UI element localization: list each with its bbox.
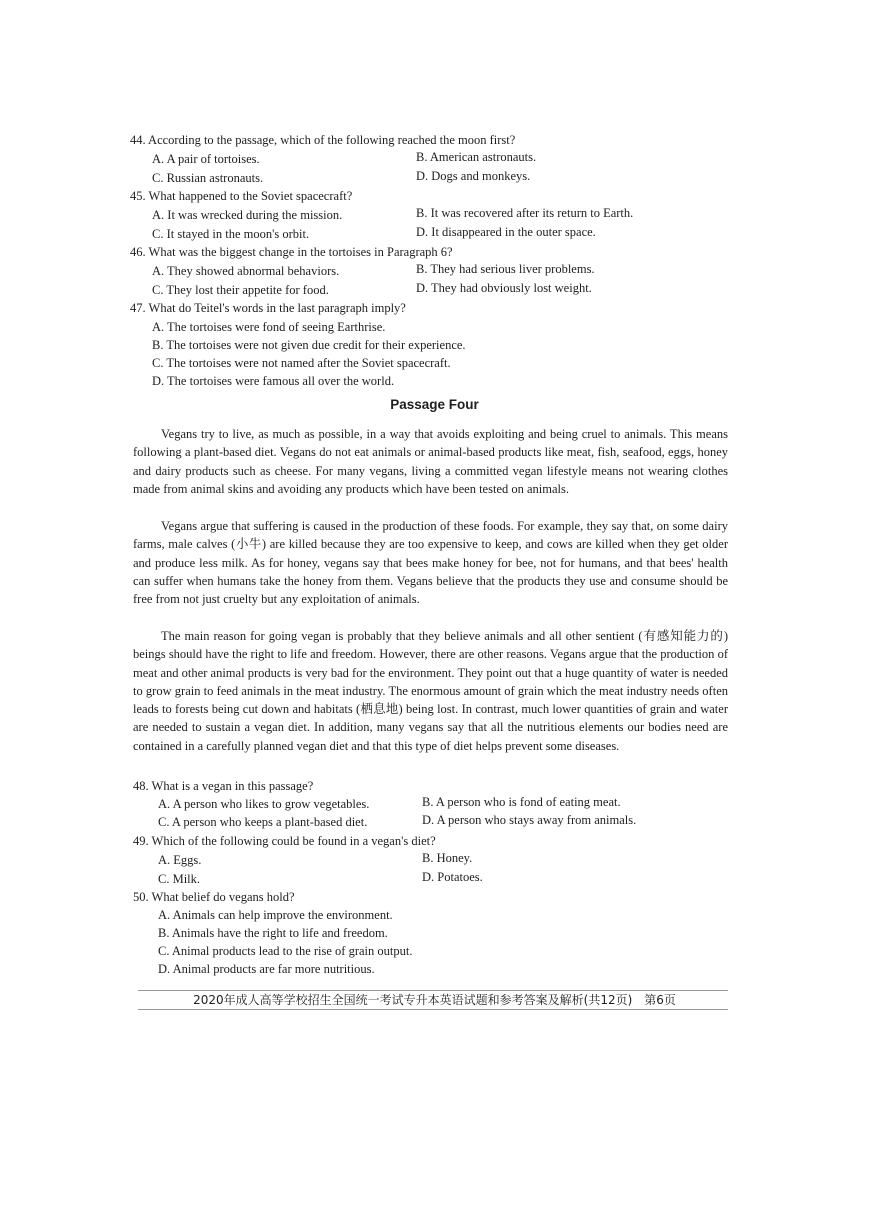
question-45-option-a: A. It was wrecked during the mission. xyxy=(152,208,343,222)
question-47-option-c: C. The tortoises were not named after the Soviet spacecraft. xyxy=(152,356,451,370)
question-46-option-b: B. They had serious liver problems. xyxy=(416,262,595,276)
question-47-option-d: D. The tortoises were famous all over the world. xyxy=(152,374,395,388)
question-49-option-c: C. Milk. xyxy=(158,872,201,886)
question-45-option-c: C. It stayed in the moon's orbit. xyxy=(152,227,310,241)
question-46-option-a: A. They showed abnormal behaviors. xyxy=(152,264,340,278)
passage-paragraph-3: The main reason for going vegan is probably that they believe animals and all other sentient (有感知能力的) beings should have the right to life and freedom. However, there are other reasons. Vegans argue that the production of meat and other animal products is very bad for the environment. They point out that a huge quantity of water is needed to grow grain to feed animals in the meat industry. The enormous amount of grain which the meat industry needs often leads to forests being cut down and habitats (栖息地) being lost. In contrast, much lower quantities of grain and water are needed to sustain a vegan diet. In addition, many vegans say that all the nutritious elements our bodies need are contained in a carefully planned vegan diet and that this type of diet helps prevent some diseases. xyxy=(133,629,728,753)
question-50-option-a: A. Animals can help improve the environment. xyxy=(158,908,393,922)
question-48-option-d: D. A person who stays away from animals. xyxy=(422,813,637,827)
question-49-option-b: B. Honey. xyxy=(422,851,473,865)
question-50-stem: 50. What belief do vegans hold? xyxy=(133,890,295,904)
question-44-option-a: A. A pair of tortoises. xyxy=(152,152,260,166)
question-45-option-d: D. It disappeared in the outer space. xyxy=(416,225,596,239)
passage-title: Passage Four xyxy=(390,397,479,412)
question-49-option-a: A. Eggs. xyxy=(158,853,202,867)
passage-paragraph-2: Vegans argue that suffering is caused in the production of these foods. For example, they say that, on some dairy farms, male calves (小牛) are killed because they are too expensive to keep, and cows are killed when they get older and produce less milk. As for honey, vegans say that bees make honey for bee, not for humans, and that bees' health can suffer when humans take the honey from them. Vegans believe that the products they use and consume should be free from not just cruelty but any exploitation of animals. xyxy=(133,519,728,607)
question-47-option-b: B. The tortoises were not given due credit for their experience. xyxy=(152,338,466,352)
question-44-option-c: C. Russian astronauts. xyxy=(152,171,264,185)
question-46-option-d: D. They had obviously lost weight. xyxy=(416,281,592,295)
question-44-option-d: D. Dogs and monkeys. xyxy=(416,169,531,183)
passage-paragraph-1: Vegans try to live, as much as possible, in a way that avoids exploiting and being cruel to animals. This means following a plant-based diet. Vegans do not eat animals or animal-based products like meat, fish, seafood, eggs, honey and dairy products such as cheese. For many vegans, living a committed vegan lifestyle means not wearing clothes made from animal skins and avoiding any products which have been tested on animals. xyxy=(133,427,728,496)
question-47-stem: 47. What do Teitel's words in the last paragraph imply? xyxy=(130,301,406,315)
question-49-stem: 49. Which of the following could be found in a vegan's diet? xyxy=(133,834,436,848)
question-45-stem: 45. What happened to the Soviet spacecraft? xyxy=(130,189,353,203)
question-45-option-b: B. It was recovered after its return to Earth. xyxy=(416,206,634,220)
question-48-stem: 48. What is a vegan in this passage? xyxy=(133,779,314,793)
question-44-option-b: B. American astronauts. xyxy=(416,150,537,164)
question-48-option-b: B. A person who is fond of eating meat. xyxy=(422,795,621,809)
question-44-stem: 44. According to the passage, which of the following reached the moon first? xyxy=(130,133,516,147)
question-48-option-a: A. A person who likes to grow vegetables. xyxy=(158,797,370,811)
page-footer: 2020年成人高等学校招生全国统一考试专升本英语试题和参考答案及解析(共12页) 第6页 xyxy=(193,993,676,1007)
question-47-option-a: A. The tortoises were fond of seeing Earthrise. xyxy=(152,320,386,334)
question-50-option-c: C. Animal products lead to the rise of grain output. xyxy=(158,944,413,958)
question-50-option-b: B. Animals have the right to life and freedom. xyxy=(158,926,388,940)
question-46-stem: 46. What was the biggest change in the tortoises in Paragraph 6? xyxy=(130,245,453,259)
question-50-option-d: D. Animal products are far more nutritious. xyxy=(158,962,375,976)
question-48-option-c: C. A person who keeps a plant-based diet. xyxy=(158,815,368,829)
question-49-option-d: D. Potatoes. xyxy=(422,870,483,884)
question-46-option-c: C. They lost their appetite for food. xyxy=(152,283,329,297)
